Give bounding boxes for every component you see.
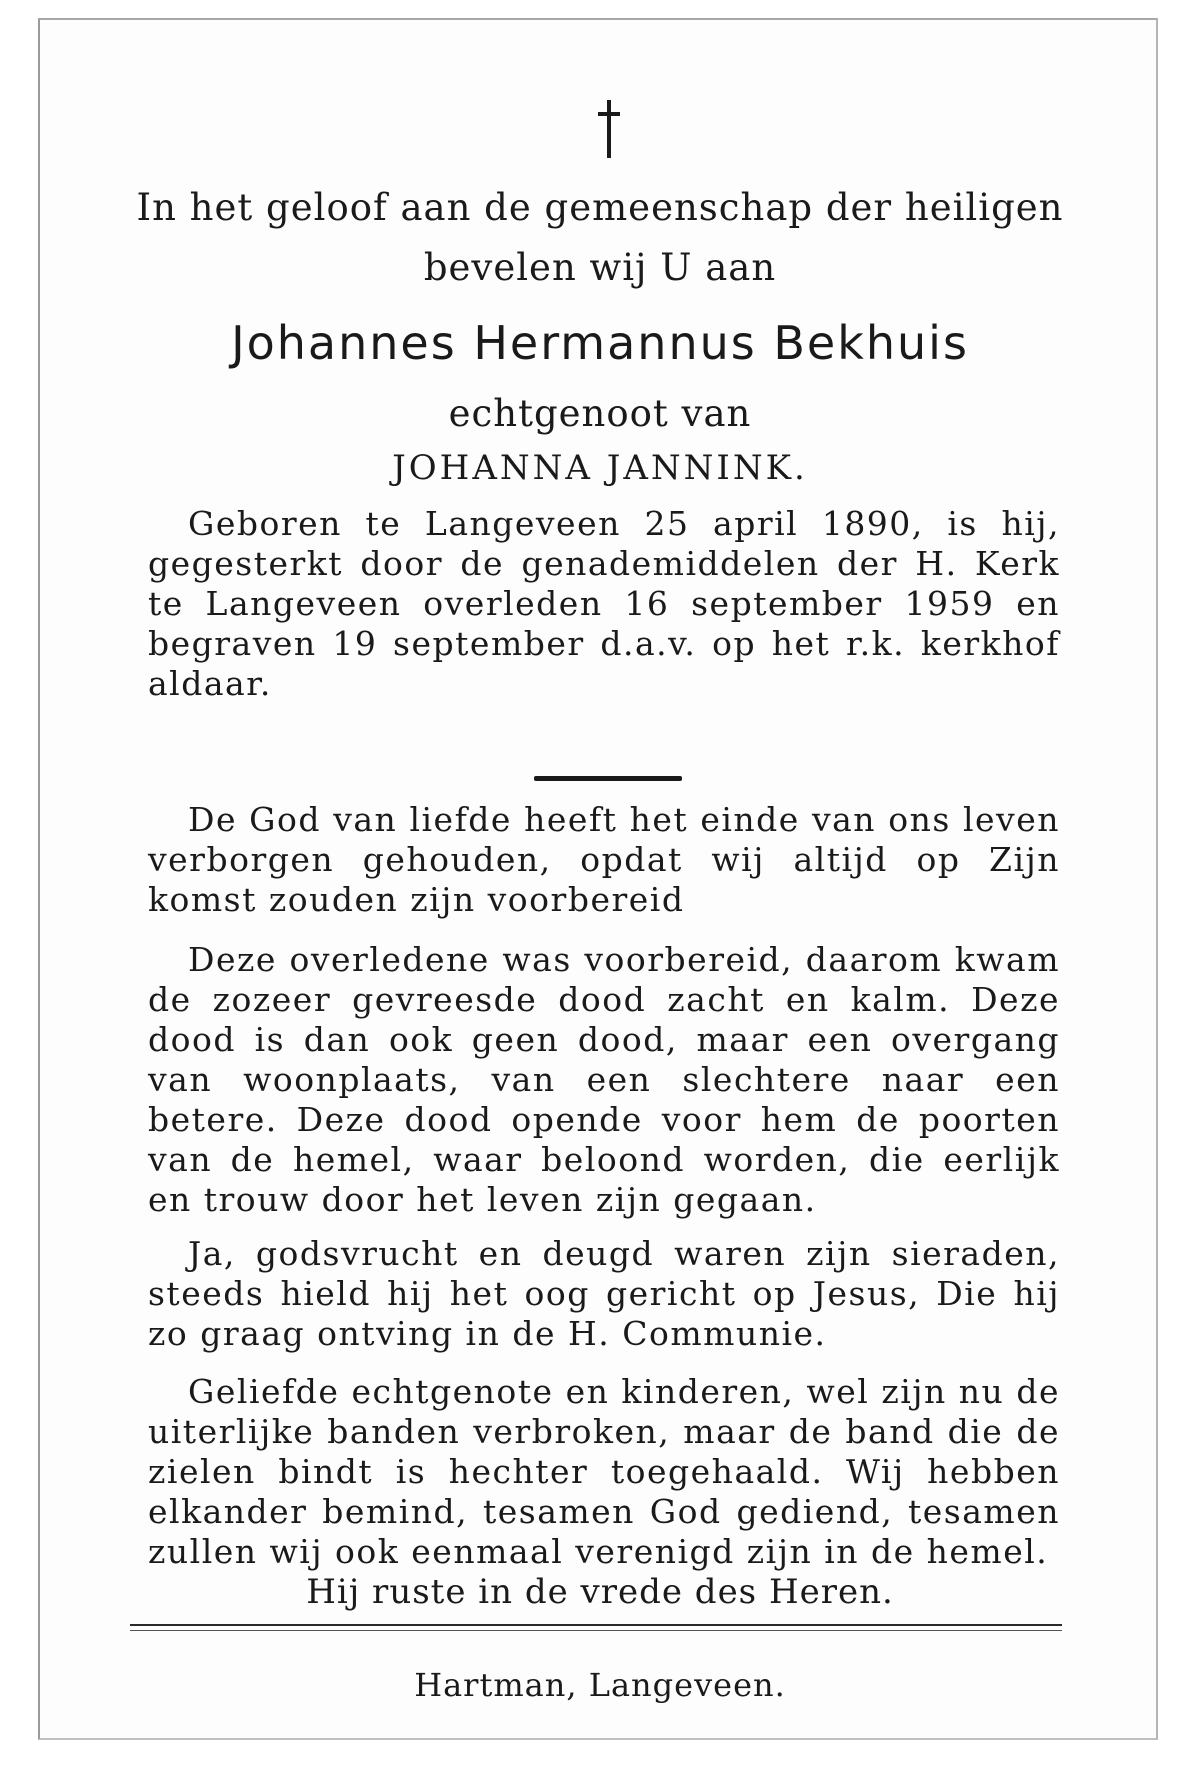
- deceased-name: Johannes Hermannus Bekhuis: [231, 316, 969, 370]
- divider: [534, 776, 682, 781]
- paragraph-1: De God van liefde heeft het einde van ons leven verborgen gehouden, opdat wij altijd op Zijn komst zouden zijn voorbereid: [148, 800, 1060, 919]
- biography-text: Geboren te Langeveen 25 april 1890, is hij, gegesterkt door de genademiddelen der H. Kerk te Langeveen overleden 16 september 1959 en begraven 19 september d.a.v. op het r.k. kerkhof aldaar.: [148, 504, 1060, 703]
- spouse-name: JOHANNA JANNINK.: [392, 448, 808, 488]
- bottom-rule-secondary: [130, 1630, 1062, 1631]
- intro-line-1: In het geloof aan de gemeenschap der heiligen: [136, 186, 1064, 229]
- paragraph-3: Ja, godsvrucht en deugd waren zijn sieraden, steeds hield hij het oog gericht op Jesus, Die hij zo graag ontving in de H. Communie.: [148, 1234, 1060, 1353]
- intro-line-2: bevelen wij U aan: [423, 246, 777, 289]
- bottom-rule: [130, 1624, 1062, 1626]
- paragraph-4: Geliefde echtgenote en kinderen, wel zijn nu de uiterlijke banden verbroken, maar de band die de zielen bindt is hechter toegehaald. Wij hebben elkander bemind, tesamen God gediend, tesamen zullen wij ook eenmaal verenigd zijn in de hemel.: [148, 1372, 1060, 1571]
- closing-line: Hij ruste in de vrede des Heren.: [306, 1572, 894, 1612]
- paragraph-2: Deze overledene was voorbereid, daarom kwam de zozeer gevreesde dood zacht en kalm. Deze dood is dan ook geen dood, maar een overgang van woonplaats, van een slechtere naar een betere. Deze dood opende voor hem de poorten van de hemel, waar beloond worden, die eerlijk en trouw door het leven zijn gegaan.: [148, 940, 1060, 1219]
- printer-credit: Hartman, Langeveen.: [414, 1666, 786, 1704]
- spouse-intro: echtgenoot van: [448, 392, 752, 435]
- cross-icon: [598, 100, 620, 158]
